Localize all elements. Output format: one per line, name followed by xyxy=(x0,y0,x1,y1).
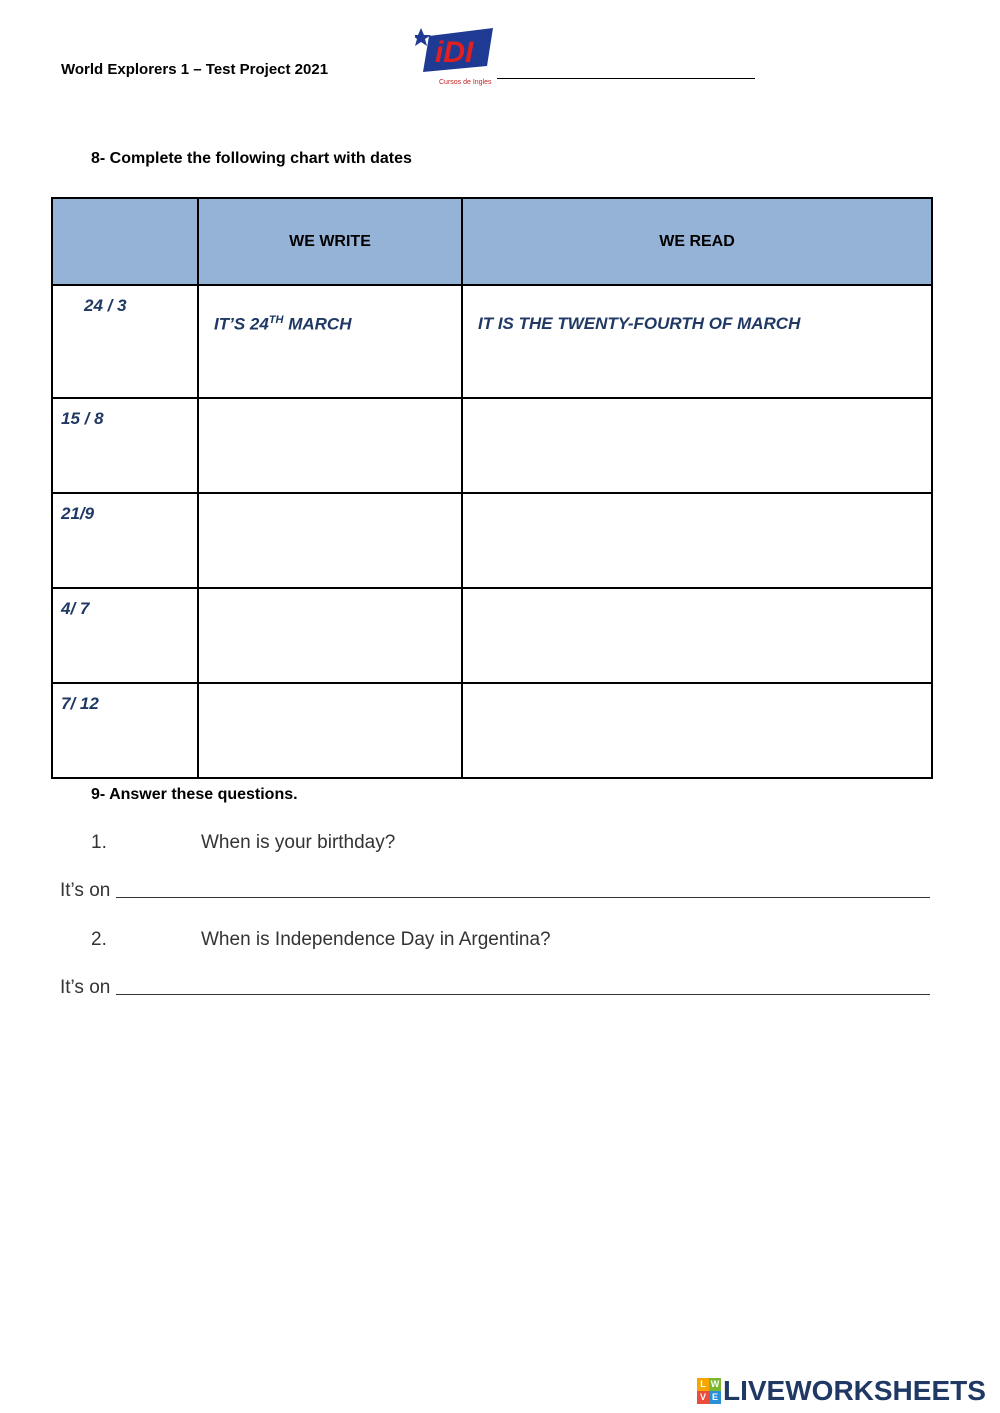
example-write-cell xyxy=(198,285,462,398)
question-number: 2. xyxy=(91,929,107,950)
answer-row-1 xyxy=(60,880,930,902)
question-number: 1. xyxy=(91,832,107,853)
section9-title: 9- Answer these questions. xyxy=(91,786,298,803)
icon-letter: E xyxy=(709,1391,721,1404)
date-cell: 15 / 8 xyxy=(52,398,198,493)
example-write-sup: TH xyxy=(268,314,284,326)
write-answer-cell[interactable] xyxy=(198,493,462,588)
liveworksheets-icon xyxy=(697,1378,721,1404)
example-read-cell: IT IS THE TWENTY-FOURTH OF MARCH xyxy=(462,285,932,398)
header-cell-we-write: WE WRITE xyxy=(198,198,462,285)
answer-input-line[interactable] xyxy=(116,994,930,995)
table-row xyxy=(52,588,932,683)
answer-input-line[interactable] xyxy=(116,897,930,898)
answer-prefix: It’s on xyxy=(60,977,111,998)
question-text: When is Independence Day in Argentina? xyxy=(201,929,551,950)
icon-letter: L xyxy=(697,1378,709,1391)
name-blank-line xyxy=(497,78,755,79)
header-title: World Explorers 1 – Test Project 2021 xyxy=(61,61,329,78)
date-cell: 7/ 12 xyxy=(52,683,198,778)
table-row xyxy=(52,683,932,778)
liveworksheets-text: LIVEWORKSHEETS xyxy=(723,1375,986,1406)
dates-chart xyxy=(51,197,933,779)
liveworksheets-brand xyxy=(697,1375,986,1407)
header-cell-date xyxy=(52,198,198,285)
header-cell-we-read: WE READ xyxy=(462,198,932,285)
question-1 xyxy=(0,832,1000,856)
table-row xyxy=(52,285,932,398)
write-answer-cell[interactable] xyxy=(198,588,462,683)
table-row xyxy=(52,493,932,588)
question-2 xyxy=(0,929,1000,953)
write-answer-cell[interactable] xyxy=(198,683,462,778)
icon-letter: W xyxy=(710,1379,720,1389)
answer-prefix: It’s on xyxy=(60,880,111,901)
question-text: When is your birthday? xyxy=(201,832,396,853)
chart-header-row xyxy=(52,198,932,285)
write-answer-cell[interactable] xyxy=(198,398,462,493)
logo-text: iDI xyxy=(435,36,474,69)
read-answer-cell[interactable] xyxy=(462,683,932,778)
read-answer-cell[interactable] xyxy=(462,398,932,493)
example-write-tail: MARCH xyxy=(283,314,352,334)
date-cell: 21/9 xyxy=(52,493,198,588)
icon-letter: V xyxy=(697,1391,709,1404)
date-cell: 24 / 3 xyxy=(52,285,198,398)
date-cell: 4/ 7 xyxy=(52,588,198,683)
logo-subtitle: Cursos de Ingles xyxy=(439,79,492,86)
read-answer-cell[interactable] xyxy=(462,493,932,588)
table-row xyxy=(52,398,932,493)
section8-title: 8- Complete the following chart with dates xyxy=(91,150,412,167)
idi-logo xyxy=(415,26,497,88)
example-write-text: IT’S 24 xyxy=(214,314,269,334)
answer-row-2 xyxy=(60,977,930,999)
read-answer-cell[interactable] xyxy=(462,588,932,683)
